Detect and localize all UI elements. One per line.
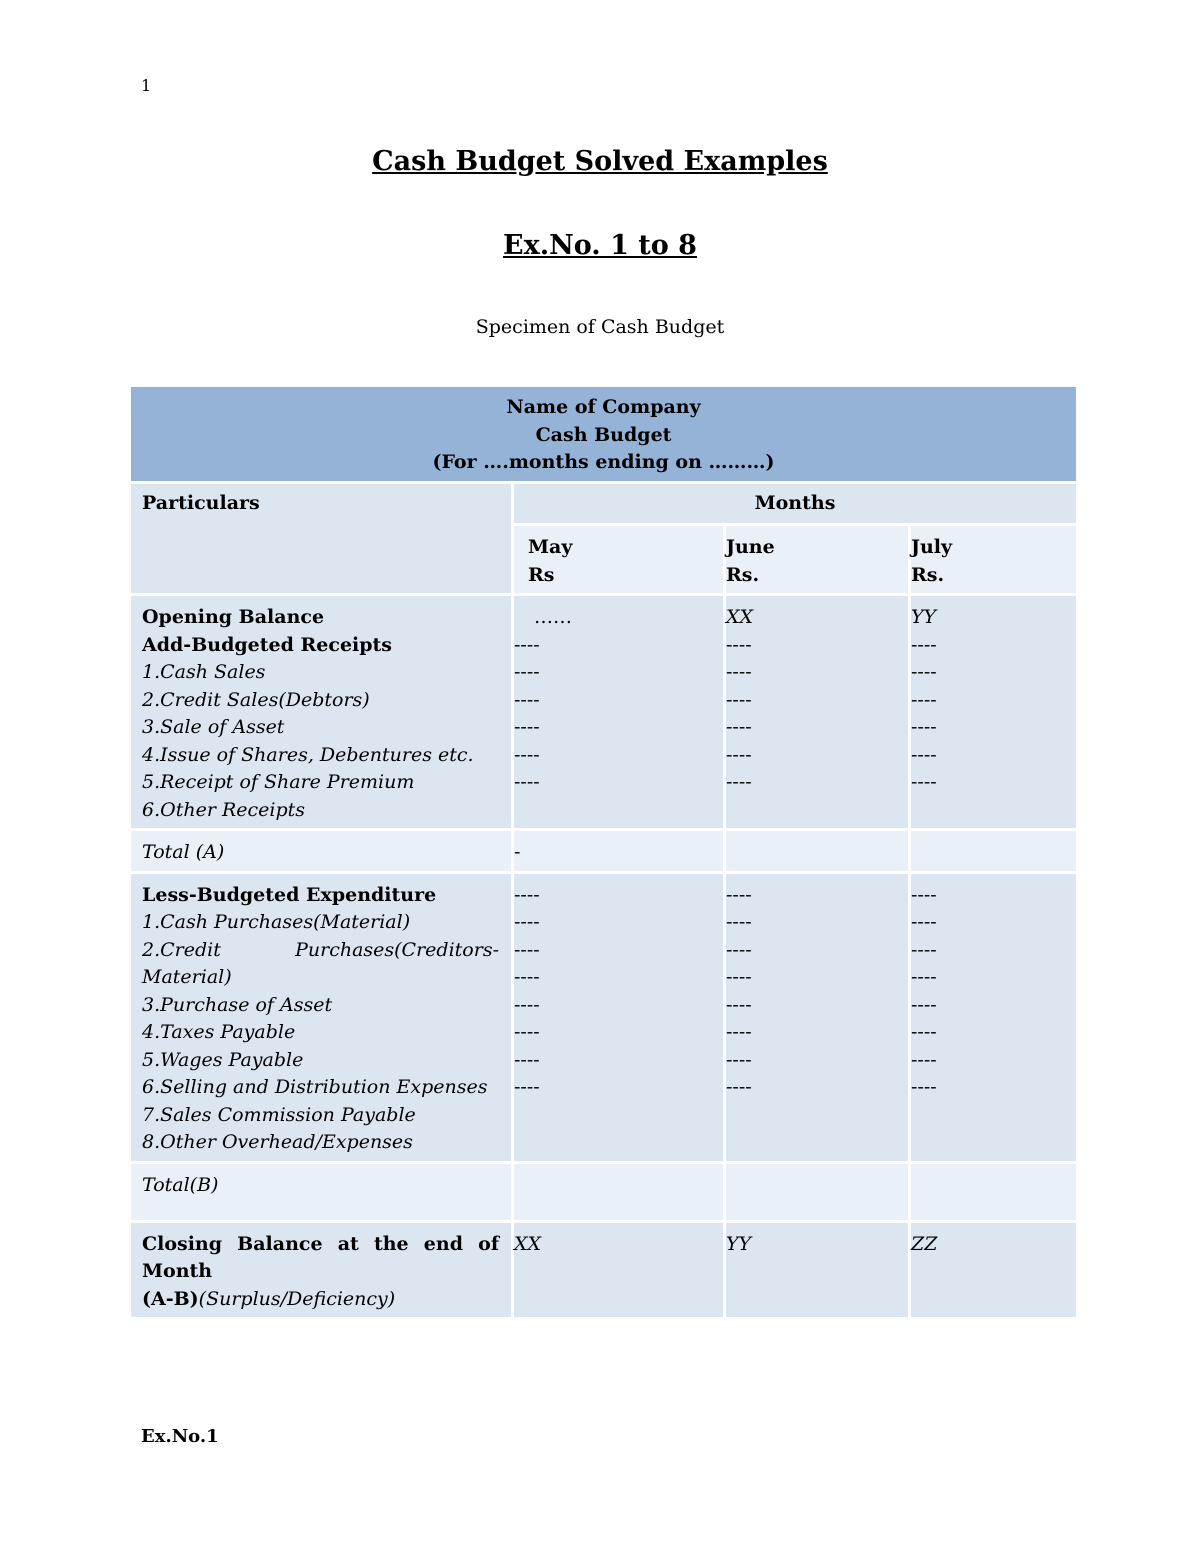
- total-a-label: Total (A): [130, 830, 513, 873]
- opening-balance-label: Opening Balance: [142, 606, 325, 628]
- expenditure-may: ---- ---- ---- ---- ---- ---- ---- ----: [513, 872, 725, 1162]
- header-company: Name of Company: [506, 396, 701, 418]
- closing-july: ZZ: [910, 1221, 1078, 1319]
- opening-may: ……: [534, 606, 572, 628]
- total-a-june: [725, 830, 910, 873]
- receipts-row: [130, 595, 1078, 830]
- expenditure-row: [130, 872, 1078, 1162]
- page-number: 1: [141, 76, 152, 95]
- header-cash-budget: Cash Budget: [535, 423, 672, 446]
- total-b-july: [910, 1162, 1078, 1221]
- months-header: Months: [513, 482, 1078, 525]
- expense-item: 1.Cash Purchases(Material): [142, 911, 411, 933]
- month-june: June Rs.: [725, 525, 910, 595]
- closing-note: (Surplus/Deficiency): [198, 1287, 396, 1310]
- month-may: May Rs: [513, 525, 725, 595]
- particulars-header: Particulars: [130, 482, 513, 595]
- receipt-item: 5.Receipt of Share Premium: [142, 771, 415, 793]
- receipt-item: 1.Cash Sales: [142, 661, 266, 683]
- header-period: (For ….months ending on ………): [432, 451, 775, 473]
- expenditure-july: ---- ---- ---- ---- ---- ---- ---- ----: [910, 872, 1078, 1162]
- total-b-label: Total(B): [130, 1162, 513, 1221]
- month-july: July Rs.: [910, 525, 1078, 595]
- table-caption: Specimen of Cash Budget: [475, 316, 725, 338]
- opening-july: YY: [911, 606, 937, 628]
- receipt-item: 2.Credit Sales(Debtors): [142, 688, 370, 711]
- document-subtitle: Ex.No. 1 to 8: [503, 230, 697, 261]
- closing-particulars: [130, 1221, 513, 1319]
- expense-item: 8.Other Overhead/Expenses: [142, 1131, 413, 1153]
- expense-item: 3.Purchase of Asset: [142, 993, 333, 1016]
- expense-item: 5.Wages Payable: [142, 1048, 304, 1071]
- closing-balance-label: Closing Balance at the end of Month: [142, 1232, 499, 1282]
- table-header: [130, 386, 1078, 483]
- total-a-may: -: [513, 830, 725, 873]
- expense-item: 6.Selling and Distribution Expenses: [142, 1076, 488, 1098]
- receipt-item: 4.Issue of Shares, Debentures etc.: [142, 743, 474, 766]
- closing-ab: (A-B): [142, 1287, 199, 1310]
- expenditure-heading: Less-Budgeted Expenditure: [142, 883, 437, 906]
- opening-june: XX: [726, 606, 754, 628]
- closing-june: YY: [725, 1221, 910, 1319]
- closing-balance-row: [130, 1221, 1078, 1319]
- total-a-july: [910, 830, 1078, 873]
- expense-item: 4.Taxes Payable: [142, 1021, 296, 1043]
- closing-may: XX: [513, 1221, 725, 1319]
- expenditure-particulars: [130, 872, 513, 1162]
- total-b-june: [725, 1162, 910, 1221]
- receipt-item: 6.Other Receipts: [142, 798, 306, 821]
- total-a-row: [130, 830, 1078, 873]
- receipts-particulars: [130, 595, 513, 830]
- total-b-row: [130, 1162, 1078, 1221]
- table-header-row: [130, 386, 1078, 483]
- example-number-label: Ex.No.1: [141, 1426, 219, 1447]
- total-b-may: [513, 1162, 725, 1221]
- expense-item: 2.Credit Purchases(Creditors-Material): [142, 938, 499, 988]
- column-header-row: [130, 482, 1078, 525]
- receipts-may: …… ---- ---- ---- ---- ---- ----: [513, 595, 725, 830]
- cash-budget-table: [128, 384, 1079, 1320]
- receipts-heading: Add-Budgeted Receipts: [142, 633, 393, 656]
- receipts-july: YY ---- ---- ---- ---- ---- ----: [910, 595, 1078, 830]
- expenditure-june: ---- ---- ---- ---- ---- ---- ---- ----: [725, 872, 910, 1162]
- document-title: Cash Budget Solved Examples: [372, 146, 828, 177]
- receipts-june: XX ---- ---- ---- ---- ---- ----: [725, 595, 910, 830]
- receipt-item: 3.Sale of Asset: [142, 716, 285, 738]
- expense-item: 7.Sales Commission Payable: [142, 1103, 416, 1126]
